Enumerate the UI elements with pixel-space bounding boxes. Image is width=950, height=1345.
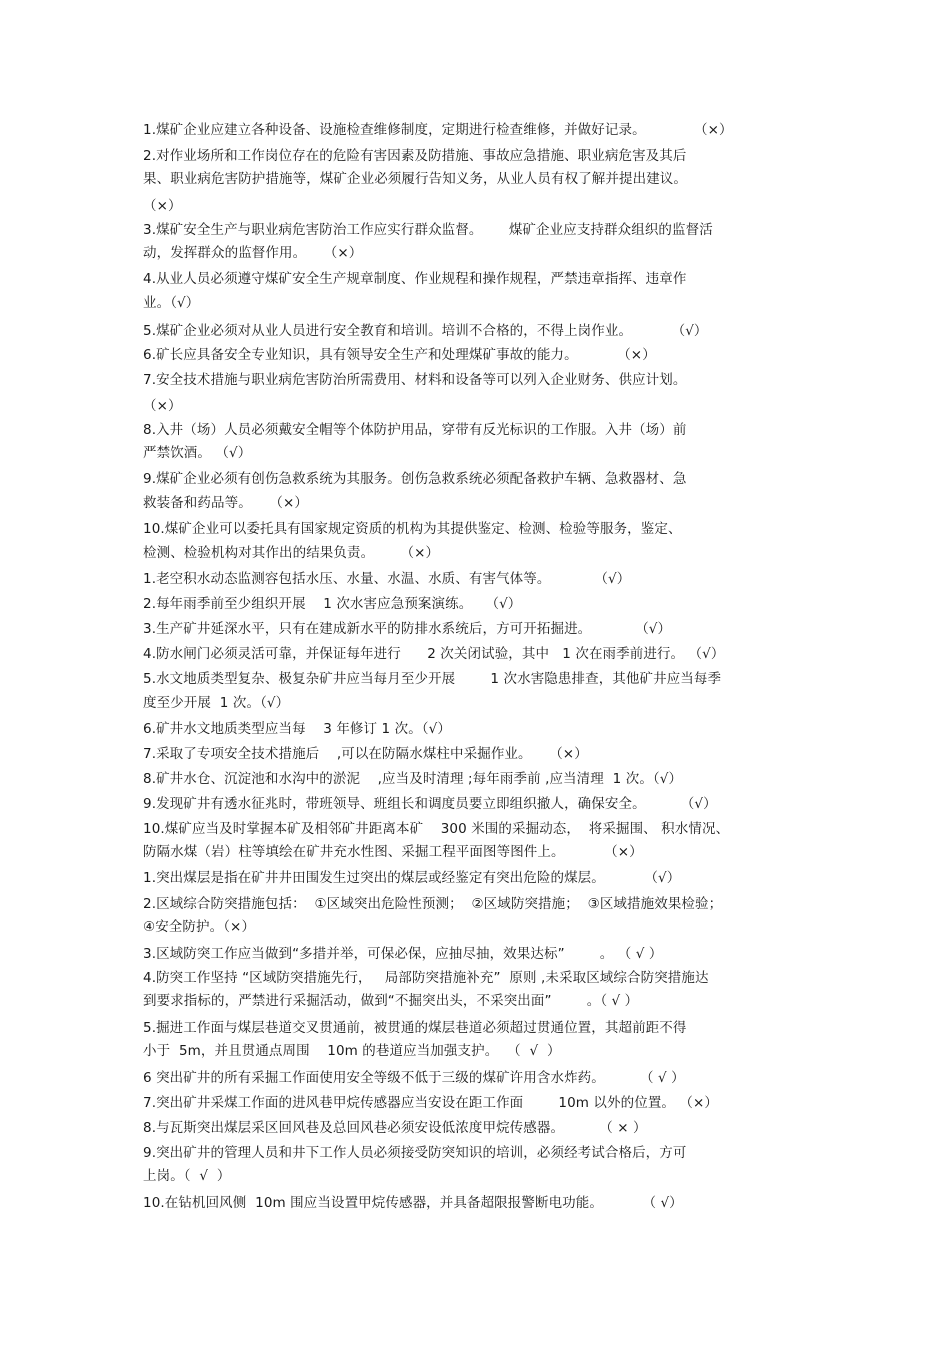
text-line: 严禁饮酒。 （√） — [143, 445, 252, 461]
text-line: 防隔水煤（岩）柱等填绘在矿井充水性图、采掘工程平面图等图件上。 （×） — [143, 844, 643, 860]
text-line: 果、职业病危害防护措施等，煤矿企业必须履行告知义务，从业人员有权了解并提出建议。 — [143, 171, 687, 187]
text-line: 1.突出煤层是指在矿井井田围发生过突出的煤层或经鉴定有突出危险的煤层。 （√） — [143, 870, 681, 886]
text-line: 8.矿井水仓、沉淀池和水沟中的淤泥 ,应当及时清理 ;每年雨季前 ,应当清理 1 次。（√） — [143, 771, 683, 787]
text-line: 6.矿井水文地质类型应当每 3 年修订 1 次。（√） — [143, 721, 451, 737]
text-line: 4.防突工作坚持 “区域防突措施先行， 局部防突措施补充” 原则 ,未采取区域综合防突措施达 — [143, 970, 709, 986]
text-line: 1.煤矿企业应建立各种设备、设施检查维修制度，定期进行检查维修，并做好记录。 （×） — [143, 122, 733, 138]
text-line: 3.生产矿井延深水平，只有在建成新水平的防排水系统后，方可开拓掘进。 （√） — [143, 621, 672, 637]
text-line: 10.煤矿企业可以委托具有国家规定资质的机构为其提供鉴定、检测、检验等服务，鉴定、 — [143, 521, 682, 537]
text-line: 4.防水闸门必须灵活可靠，并保证每年进行 2 次关闭试验，其中 1 次在雨季前进行。 （√） — [143, 646, 725, 662]
text-line: 8.与瓦斯突出煤层采区回风巷及总回风巷必须安设低浓度甲烷传感器。 （ × ） — [143, 1120, 647, 1136]
text-line: 7.突出矿井采煤工作面的进风巷甲烷传感器应当安设在距工作面 10m 以外的位置。 （×） — [143, 1095, 719, 1111]
text-line: 动，发挥群众的监督作用。 （×） — [143, 245, 363, 261]
text-line: 4.从业人员必须遵守煤矿安全生产规章制度、作业规程和操作规程，严禁违章指挥、违章作 — [143, 271, 687, 287]
text-line: 3.煤矿安全生产与职业病危害防治工作应实行群众监督。 煤矿企业应支持群众组织的监督活 — [143, 222, 713, 238]
text-line: 1.老空积水动态监测容包括水压、水量、水温、水质、有害气体等。 （√） — [143, 571, 631, 587]
text-line: 9.突出矿井的管理人员和井下工作人员必须接受防突知识的培训，必须经考试合格后，方可 — [143, 1145, 687, 1161]
text-line: 2.区域综合防突措施包括： ①区域突出危险性预测； ②区域防突措施； ③区域措施效果检验； — [143, 896, 723, 912]
text-line: 7.采取了专项安全技术措施后 ,可以在防隔水煤柱中采掘作业。 （×） — [143, 746, 588, 762]
text-line: 到要求指标的，严禁进行采掘活动，做到“不掘突出头，不采突出面” 。（ √ ） — [143, 993, 639, 1009]
text-line: 救装备和药品等。 （×） — [143, 495, 308, 511]
text-line: 6.矿长应具备安全专业知识，具有领导安全生产和处理煤矿事故的能力。 （×） — [143, 347, 656, 363]
text-line: 10.在钻机回风侧 10m 围应当设置甲烷传感器，并具备超限报警断电功能。 （ √） — [143, 1195, 683, 1211]
text-line: 7.安全技术措施与职业病危害防治所需费用、材料和设备等可以列入企业财务、供应计划。 — [143, 372, 687, 388]
text-line: 2.对作业场所和工作岗位存在的危险有害因素及防措施、事故应急措施、职业病危害及其后 — [143, 148, 687, 164]
text-line: 9.发现矿井有透水征兆时，带班领导、班组长和调度员要立即组织撤人，确保安全。 （√） — [143, 796, 717, 812]
text-line: （×） — [143, 198, 182, 214]
text-line: 上岗。（ √ ） — [143, 1168, 231, 1184]
text-line: 8.入井（场）人员必须戴安全帽等个体防护用品，穿带有反光标识的工作服。入井（场）前 — [143, 422, 687, 438]
text-line: 3.区域防突工作应当做到“多措并举，可保必保，应抽尽抽，效果达标” 。 （ √ ） — [143, 946, 663, 962]
text-line: 5.掘进工作面与煤层巷道交叉贯通前，被贯通的煤层巷道必须超过贯通位置，其超前距不得 — [143, 1020, 687, 1036]
text-line: 9.煤矿企业必须有创伤急救系统为其服务。创伤急救系统必须配备救护车辆、急救器材、急 — [143, 471, 687, 487]
text-line: 2.每年雨季前至少组织开展 1 次水害应急预案演练。 （√） — [143, 596, 522, 612]
text-line: 业。（√） — [143, 295, 200, 311]
text-line: 小于 5m，并且贯通点周围 10m 的巷道应当加强支护。 （ √ ） — [143, 1043, 561, 1059]
text-line: ④安全防护。（×） — [143, 919, 256, 935]
text-line: 检测、检验机构对其作出的结果负责。 （×） — [143, 545, 440, 561]
text-line: （×） — [143, 398, 182, 414]
text-line: 5.水文地质类型复杂、极复杂矿井应当每月至少开展 1 次水害隐患排查，其他矿井应当每季 — [143, 671, 722, 687]
text-line: 10.煤矿应当及时掌握本矿及相邻矿井距离本矿 300 米围的采掘动态， 将采掘围、 积水情况、 — [143, 821, 730, 837]
text-line: 5.煤矿企业必须对从业人员进行安全教育和培训。培训不合格的，不得上岗作业。 （√） — [143, 323, 708, 339]
text-line: 6 突出矿井的所有采掘工作面使用安全等级不低于三级的煤矿许用含水炸药。 （ √ ） — [143, 1070, 685, 1086]
text-line: 度至少开展 1 次。（√） — [143, 695, 290, 711]
